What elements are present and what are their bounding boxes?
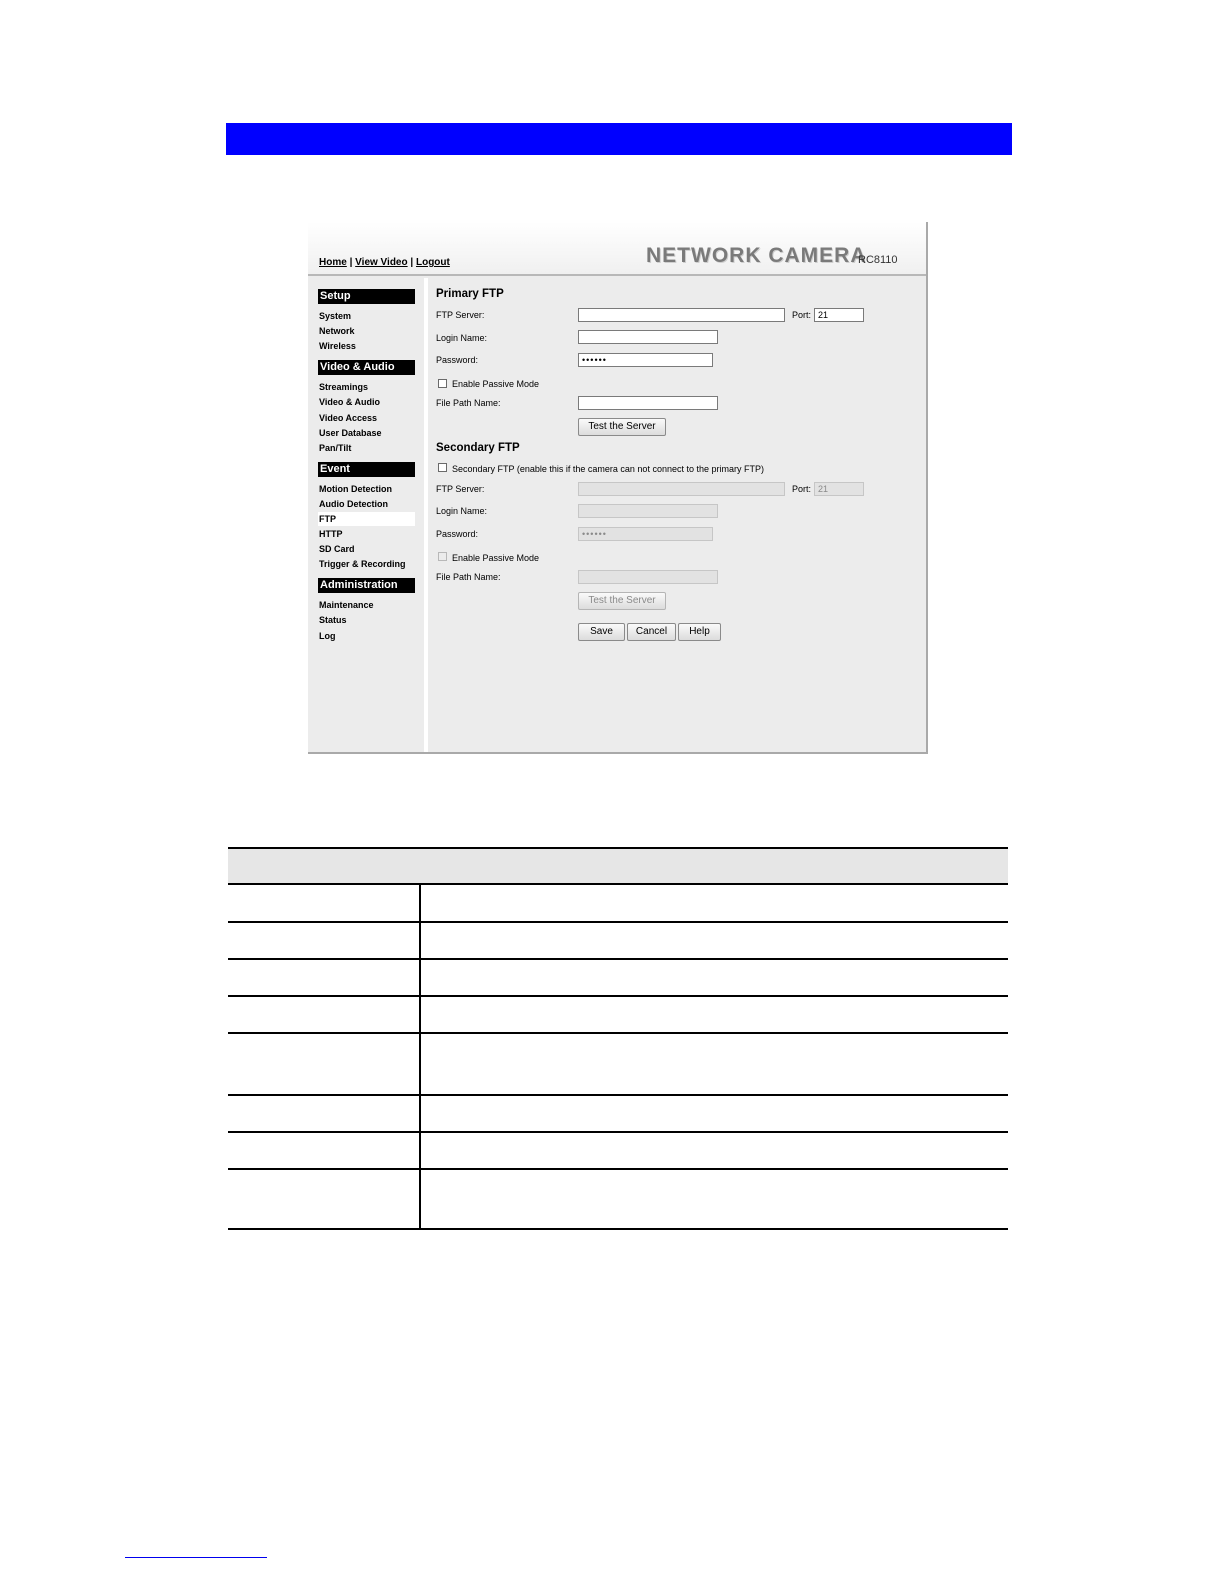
secondary-test-server-button[interactable]: Test the Server — [578, 592, 666, 610]
primary-ftp-heading: Primary FTP — [436, 288, 504, 300]
sidebar-item-maintenance[interactable]: Maintenance — [319, 600, 374, 610]
secondary-enable-label: Secondary FTP (enable this if the camera can not connect to the primary FTP) — [452, 464, 764, 474]
model-number: RC8110 — [858, 254, 898, 266]
secondary-password-input[interactable]: •••••• — [578, 527, 713, 541]
primary-login-label: Login Name: — [436, 333, 488, 343]
secondary-port-input[interactable]: 21 — [814, 482, 864, 496]
primary-passive-checkbox[interactable] — [438, 379, 447, 388]
logout-link[interactable]: Logout — [415, 257, 450, 268]
cancel-button[interactable]: Cancel — [627, 623, 676, 641]
sidebar-section-setup: Setup — [318, 289, 415, 304]
brand-logo: NETWORK CAMERA — [646, 244, 867, 267]
sidebar-section-event: Event — [318, 462, 415, 477]
primary-port-label: Port: — [792, 310, 812, 320]
primary-path-input[interactable] — [578, 396, 718, 410]
table-row — [228, 1096, 1008, 1133]
table-row — [228, 1034, 1008, 1096]
sidebar-item-sd-card[interactable]: SD Card — [319, 544, 355, 554]
sidebar-item-system[interactable]: System — [319, 311, 352, 321]
table-row — [228, 997, 1008, 1034]
sidebar-section-video-audio: Video & Audio — [318, 360, 415, 375]
sidebar-item-trigger-recording[interactable]: Trigger & Recording — [319, 559, 406, 569]
sidebar-item-status[interactable]: Status — [319, 615, 347, 625]
sidebar-item-wireless[interactable]: Wireless — [319, 341, 356, 351]
primary-test-server-button[interactable]: Test the Server — [578, 418, 666, 436]
help-button[interactable]: Help — [678, 623, 721, 641]
primary-password-input[interactable]: •••••• — [578, 353, 713, 367]
table-row — [228, 923, 1008, 960]
table-column-divider — [419, 885, 421, 1230]
camera-header — [308, 222, 928, 276]
primary-path-label: File Path Name: — [436, 398, 501, 408]
home-link[interactable]: Home — [319, 257, 347, 268]
sidebar-item-network[interactable]: Network — [319, 326, 355, 336]
sidebar-item-video-access[interactable]: Video Access — [319, 413, 378, 423]
secondary-passive-checkbox[interactable] — [438, 552, 447, 561]
ftp-settings-form — [428, 278, 928, 754]
page-banner — [226, 123, 1012, 155]
camera-ftp-screenshot — [308, 222, 928, 754]
top-links: Home | View Video | Logout — [319, 257, 450, 268]
secondary-ftp-server-label: FTP Server: — [436, 484, 485, 494]
save-button[interactable]: Save — [578, 623, 625, 641]
secondary-path-label: File Path Name: — [436, 572, 501, 582]
sidebar-item-log[interactable]: Log — [319, 631, 336, 641]
secondary-port-label: Port: — [792, 484, 812, 494]
table-row — [228, 1170, 1008, 1230]
table-row — [228, 1133, 1008, 1170]
sidebar-section-administration: Administration — [318, 578, 415, 593]
sidebar — [308, 278, 424, 752]
sidebar-item-pan-tilt[interactable]: Pan/Tilt — [319, 443, 352, 453]
table-row — [228, 885, 1008, 923]
footer-link-underline — [125, 1557, 267, 1558]
sidebar-item-motion-detection[interactable]: Motion Detection — [319, 484, 392, 494]
secondary-path-input[interactable] — [578, 570, 718, 584]
secondary-login-label: Login Name: — [436, 506, 488, 516]
sidebar-item-audio-detection[interactable]: Audio Detection — [319, 499, 388, 509]
secondary-password-label: Password: — [436, 529, 479, 539]
primary-passive-label: Enable Passive Mode — [452, 379, 540, 389]
sidebar-item-ftp[interactable]: FTP — [318, 512, 415, 526]
primary-ftp-server-input[interactable] — [578, 308, 785, 322]
primary-password-label: Password: — [436, 355, 479, 365]
table-header — [228, 847, 1008, 885]
sidebar-item-streamings[interactable]: Streamings — [319, 382, 369, 392]
sidebar-item-user-database[interactable]: User Database — [319, 428, 382, 438]
secondary-enable-checkbox[interactable] — [438, 463, 447, 472]
table-row — [228, 960, 1008, 997]
sidebar-item-http[interactable]: HTTP — [319, 529, 343, 539]
primary-login-input[interactable] — [578, 330, 718, 344]
secondary-login-input[interactable] — [578, 504, 718, 518]
primary-ftp-server-label: FTP Server: — [436, 310, 485, 320]
secondary-passive-label: Enable Passive Mode — [452, 553, 540, 563]
sidebar-item-video-audio[interactable]: Video & Audio — [319, 397, 381, 407]
primary-port-input[interactable]: 21 — [814, 308, 864, 322]
secondary-ftp-heading: Secondary FTP — [436, 442, 520, 454]
view-video-link[interactable]: View Video — [355, 257, 408, 268]
secondary-ftp-server-input[interactable] — [578, 482, 785, 496]
